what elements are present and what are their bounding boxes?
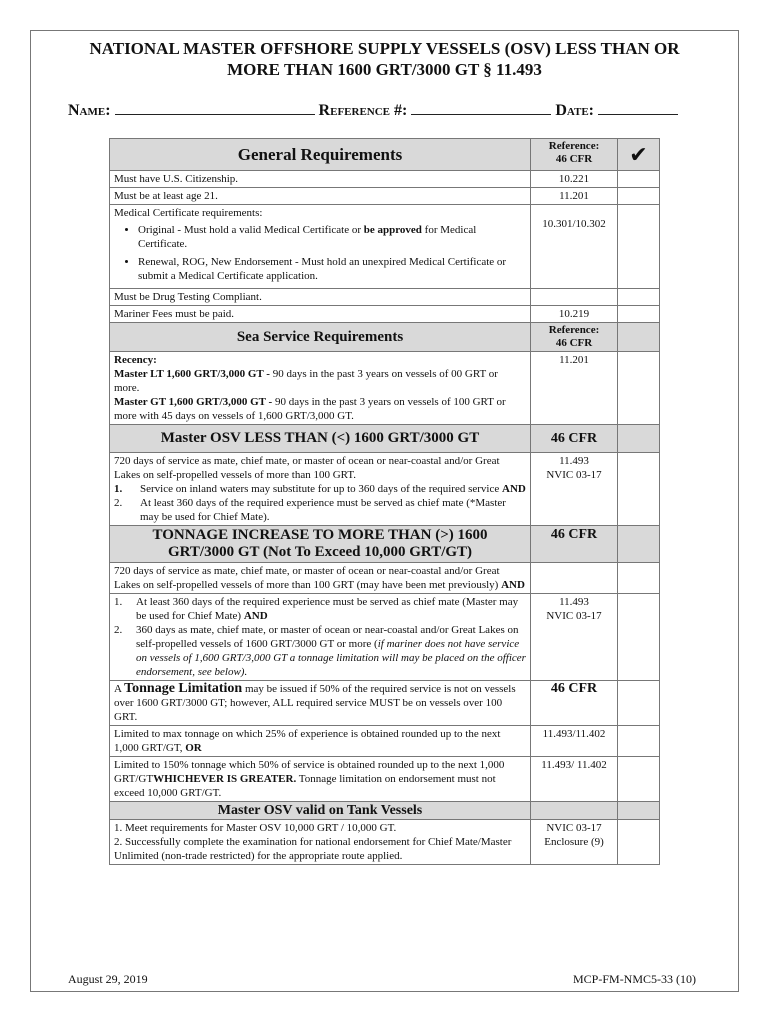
tonnage-increase-item-2 <box>114 623 526 679</box>
medical-original-bullet <box>138 223 526 251</box>
tank-vessels-header <box>110 802 660 820</box>
medical-b1-pre: Original - Must hold a valid Medical Certificate or <box>138 224 364 236</box>
reference-field[interactable] <box>411 100 551 115</box>
ti-ref-1: 11.493 <box>559 596 589 608</box>
ti-item-2-text: 360 days as mate, chief mate, or master of ocean or near-coastal and/or Great Lakes on self-propelled vessels of 1600 GRT/3000 GT or more ( <box>136 624 519 650</box>
table-row <box>110 289 660 306</box>
recency-lt-bold: Master LT 1,600 GRT/3,000 GT - <box>114 368 270 380</box>
tonnage-increase-intro-reference <box>531 563 618 594</box>
table-row <box>110 757 660 802</box>
recency-reference: 11.201 <box>531 352 618 425</box>
medical-checkbox[interactable] <box>618 205 660 289</box>
tl-intro-bold: Tonnage Limitation <box>124 681 243 696</box>
title-line-1: NATIONAL MASTER OFFSHORE SUPPLY VESSELS (OSV) LESS THAN OR <box>89 39 680 58</box>
tonnage-limitation-header-check-cell <box>618 681 660 726</box>
table-row <box>110 726 660 757</box>
reference-label: Reference #: <box>318 102 408 119</box>
tank-vessels-requirement <box>110 820 531 865</box>
ti-item-1-bold: AND <box>243 610 268 622</box>
osv-lt-item-1-body <box>140 482 526 496</box>
citizenship-checkbox[interactable] <box>618 171 660 188</box>
table-row <box>110 820 660 865</box>
footer-date: August 29, 2019 <box>68 972 148 986</box>
osv-lt-item-1-number: 1. <box>114 483 123 495</box>
recency-lt <box>114 367 526 395</box>
tonnage-increase-title-1: TONNAGE INCREASE TO MORE THAN (>) 1600 <box>152 527 488 543</box>
fees-checkbox[interactable] <box>618 306 660 323</box>
ti-item-1-number: 1. <box>114 596 123 608</box>
tl-row-1-bold: OR <box>185 742 202 754</box>
sea-header-check-cell <box>618 323 660 352</box>
recency-lt-text: 90 days in the past 3 years on vessels of 00 GRT or more. <box>114 368 498 394</box>
tl-row-1-checkbox[interactable] <box>618 726 660 757</box>
tank-vessels-header-check-cell <box>618 802 660 820</box>
ti-item-2-italic: if mariner does not have service on vessels of 1,600 GRT/3,000 GT a tonnage limitation will may be placed on the officer endorsement, see below). <box>136 638 526 678</box>
age-requirement: Must be at least age 21. <box>110 188 531 205</box>
master-osv-lt-intro: 720 days of service as mate, chief mate, or master of ocean or near-coastal and/or Great Lakes on self-propelled vessels of more than 100 GRT. <box>114 455 500 481</box>
master-osv-lt-title: Master OSV LESS THAN (<) 1600 GRT/3000 GT <box>110 425 531 453</box>
medical-renewal-bullet: • Renewal, ROG, New Endorsement - Must hold an unexpired Medical Certificate or submit a Medical Certificate application. <box>138 255 526 283</box>
general-ref-line-2: 46 CFR <box>555 153 593 165</box>
tonnage-increase-header-check-cell <box>618 526 660 563</box>
osv-lt-item-1-bold: AND <box>502 483 526 495</box>
tonnage-increase-reference <box>531 594 618 681</box>
table-row <box>110 563 660 594</box>
master-osv-lt-item-1 <box>114 482 526 496</box>
tl-row-2-text: Limited to 150% tonnage which 50% of service is obtained rounded up to the next 1,000 GRT/GT <box>114 759 505 785</box>
name-label: Name: <box>68 102 111 119</box>
tl-row-2-checkbox[interactable] <box>618 757 660 802</box>
ti-item-1-body <box>136 595 526 623</box>
osv-lt-item-2-text: At least 360 days of the required experience must be served as chief mate (*Master may be used for Chief Mate). <box>140 497 506 523</box>
tl-intro-rest: may be issued if 50% of the required service is not on vessels over 1600 GRT/3000 GT; however, ALL required service MUST be on vessels over 100 GRT. <box>114 683 516 723</box>
recency-gt <box>114 395 526 423</box>
age-checkbox[interactable] <box>618 188 660 205</box>
tonnage-increase-title-2: GRT/3000 GT (Not To Exceed 10,000 GRT/GT) <box>167 544 473 560</box>
tonnage-increase-intro <box>110 563 531 594</box>
table-row <box>110 453 660 526</box>
age-reference: 11.201 <box>531 188 618 205</box>
sea-ref-line-1: Reference: <box>548 324 600 336</box>
master-osv-lt-item-2 <box>114 496 526 524</box>
check-column-header: ✔ <box>618 139 660 171</box>
general-ref-line-1: Reference: <box>548 140 600 152</box>
citizenship-reference: 10.221 <box>531 171 618 188</box>
tonnage-increase-reference-header: 46 CFR <box>531 526 618 563</box>
tank-ref-2: Enclosure (9) <box>544 836 604 848</box>
date-label: Date: <box>555 102 595 119</box>
footer-form-id: MCP-FM-NMC5-33 (10) <box>573 972 697 986</box>
sea-reference-header <box>531 323 618 352</box>
medical-heading: Medical Certificate requirements: <box>114 207 263 219</box>
tank-vessels-reference <box>531 820 618 865</box>
tonnage-increase-header <box>110 526 660 563</box>
tonnage-limitation-intro <box>110 681 531 726</box>
fees-reference: 10.219 <box>531 306 618 323</box>
medical-requirement <box>110 205 531 289</box>
general-requirements-header <box>110 139 660 171</box>
medical-reference: 10.301/10.302 <box>531 205 618 289</box>
osv-lt-ref-2: NVIC 03-17 <box>546 469 602 481</box>
table-row <box>110 352 660 425</box>
recency-label: Recency: <box>114 354 157 366</box>
recency-gt-text: 90 days in the past 3 years on vessels of 100 GRT or more with 45 days on vessels of 1,600 GRT/3,000 GT. <box>114 396 506 422</box>
tank-vessels-title: Master OSV valid on Tank Vessels <box>110 802 531 820</box>
requirements-table <box>109 138 660 865</box>
ti-item-2-number: 2. <box>114 624 123 636</box>
tonnage-limitation-reference-header: 46 CFR <box>531 681 618 726</box>
tonnage-increase-title <box>110 526 531 563</box>
tl-row-1-text: Limited to max tonnage on which 25% of experience is obtained rounded up to the next 1,000 GRT/GT, <box>114 728 501 754</box>
tonnage-limitation-150pct <box>110 757 531 802</box>
osv-lt-item-1-text: Service on inland waters may substitute for up to 360 days of the required service <box>140 483 502 495</box>
master-osv-lt-reference-header: 46 CFR <box>531 425 618 453</box>
table-row <box>110 205 660 289</box>
tonnage-limitation-header <box>110 681 660 726</box>
general-reference-header <box>531 139 618 171</box>
document-title <box>30 38 739 80</box>
tonnage-increase-checkbox[interactable] <box>618 594 660 681</box>
applicant-info-row <box>68 100 708 120</box>
tonnage-increase-intro-checkbox[interactable] <box>618 563 660 594</box>
osv-lt-item-2-number: 2. <box>114 497 123 509</box>
recency-gt-bold: Master GT 1,600 GRT/3,000 GT - <box>114 396 273 408</box>
master-osv-lt-reference <box>531 453 618 526</box>
ti-ref-2: NVIC 03-17 <box>546 610 602 622</box>
tonnage-increase-intro-text: 720 days of service as mate, chief mate, or master of ocean or near-coastal and/or Great Lakes on self-propelled vessels of more than 100 GRT (may have been met previously) <box>114 565 502 591</box>
master-osv-lt-header-check-cell <box>618 425 660 453</box>
fees-requirement: Mariner Fees must be paid. <box>110 306 531 323</box>
tonnage-limitation-25pct <box>110 726 531 757</box>
tank-ref-1: NVIC 03-17 <box>546 822 602 834</box>
tl-intro-a: A <box>114 683 125 695</box>
sea-service-header <box>110 323 660 352</box>
tonnage-increase-item-1 <box>114 595 526 623</box>
title-line-2: MORE THAN 1600 GRT/3000 GT § 11.493 <box>227 60 542 79</box>
drug-testing-checkbox[interactable] <box>618 289 660 306</box>
medical-b1-bold: be approved <box>363 224 422 236</box>
tonnage-increase-intro-bold: AND <box>501 579 525 591</box>
table-row <box>110 188 660 205</box>
recency-requirement <box>110 352 531 425</box>
tank-vessels-checkbox[interactable] <box>618 820 660 865</box>
osv-lt-ref-1: 11.493 <box>559 455 589 467</box>
tank-vessels-reference-header <box>531 802 618 820</box>
ti-item-2-body <box>136 623 526 679</box>
date-field[interactable] <box>598 100 678 115</box>
sea-service-title: Sea Service Requirements <box>110 323 531 352</box>
general-requirements-title: General Requirements <box>110 139 531 171</box>
tank-item-2: 2. Successfully complete the examination for national endorsement for Chief Mate/Master Unlimited (non-trade restricted) for the appropriate route applied. <box>114 836 512 862</box>
name-field[interactable] <box>115 100 315 115</box>
recency-checkbox[interactable] <box>618 352 660 425</box>
master-osv-lt-header <box>110 425 660 453</box>
ti-item-1-text: At least 360 days of the required experience must be served as chief mate (Master may be used for Chief Mate) <box>136 596 519 622</box>
tonnage-increase-items <box>110 594 531 681</box>
tl-row-2-text-2: Tonnage limitation on endorsement must not exceed 10,000 GRT/GT. <box>114 773 496 799</box>
table-row <box>110 306 660 323</box>
master-osv-lt-checkbox[interactable] <box>618 453 660 526</box>
tank-item-1: 1. Meet requirements for Master OSV 10,000 GRT / 10,000 GT. <box>114 822 397 834</box>
table-row <box>110 594 660 681</box>
tl-row-2-bold: WHICHEVER IS GREATER. <box>153 773 297 785</box>
table-row <box>110 171 660 188</box>
drug-testing-reference <box>531 289 618 306</box>
tl-row-1-reference: 11.493/11.402 <box>531 726 618 757</box>
drug-testing-requirement: Must be Drug Testing Compliant. <box>110 289 531 306</box>
medical-b1-post: for Medical Certificate. <box>138 224 477 250</box>
citizenship-requirement: Must have U.S. Citizenship. <box>110 171 531 188</box>
master-osv-lt-requirement <box>110 453 531 526</box>
tl-row-2-reference: 11.493/ 11.402 <box>531 757 618 802</box>
sea-ref-line-2: 46 CFR <box>555 337 593 349</box>
